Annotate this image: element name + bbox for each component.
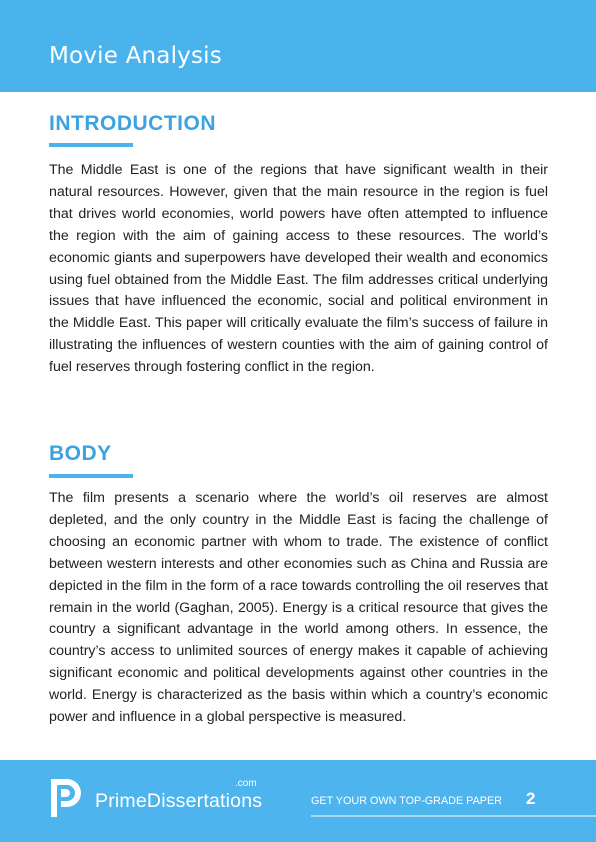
body-paragraph: The film presents a scenario where the world’s oil reserves are almost depleted, and the only country in the Middle East is facing the challenge of choosing an economic partner with whom to trade. The existence of conflict between western interests and other economies such as China and Russia are depicted in the film in the form of a race towards controlling the oil reserves that remain in the world (Gaghan, 2005). Energy is a critical resource that gives the country a significant advantage in the world among others. In essence, the country’s access to unlimited sources of energy makes it capable of achieving significant economic and political developments against other countries in the world. Energy is characterized as the basis within which a country’s economic power and influence in a global perspective is measured. (49, 490, 548, 726)
page-footer (0, 760, 596, 842)
footer-divider (311, 815, 596, 817)
heading-underline (49, 143, 133, 147)
page-header (0, 0, 596, 92)
page-number: 2 (526, 789, 536, 808)
header-title: Movie Analysis (49, 43, 222, 69)
section-heading-body: BODY (49, 442, 112, 465)
section-heading-introduction: INTRODUCTION (49, 112, 216, 135)
brand-suffix: .com (235, 778, 257, 789)
introduction-paragraph: The Middle East is one of the regions that have significant wealth in their natural resources. However, given that the main resource in the region is fuel that drives world economies, world powers have often attempted to influence the region with the aim of gaining access to these resources. The world’s economic giants and superpowers have developed their wealth and economics using fuel obtained from the Middle East. The film addresses critical underlying issues that have influenced the economic, social and political environment in the Middle East. This paper will critically evaluate the film’s success of failure in illustrating the influences of western counties with the aim of gaining control of fuel reserves through fostering conflict in the region. (49, 162, 548, 376)
heading-underline (49, 474, 133, 478)
pd-monogram-icon (47, 777, 89, 819)
cta-link[interactable]: GET YOUR OWN TOP-GRADE PAPER (311, 795, 502, 807)
brand-name[interactable]: PrimeDissertations (95, 790, 263, 812)
